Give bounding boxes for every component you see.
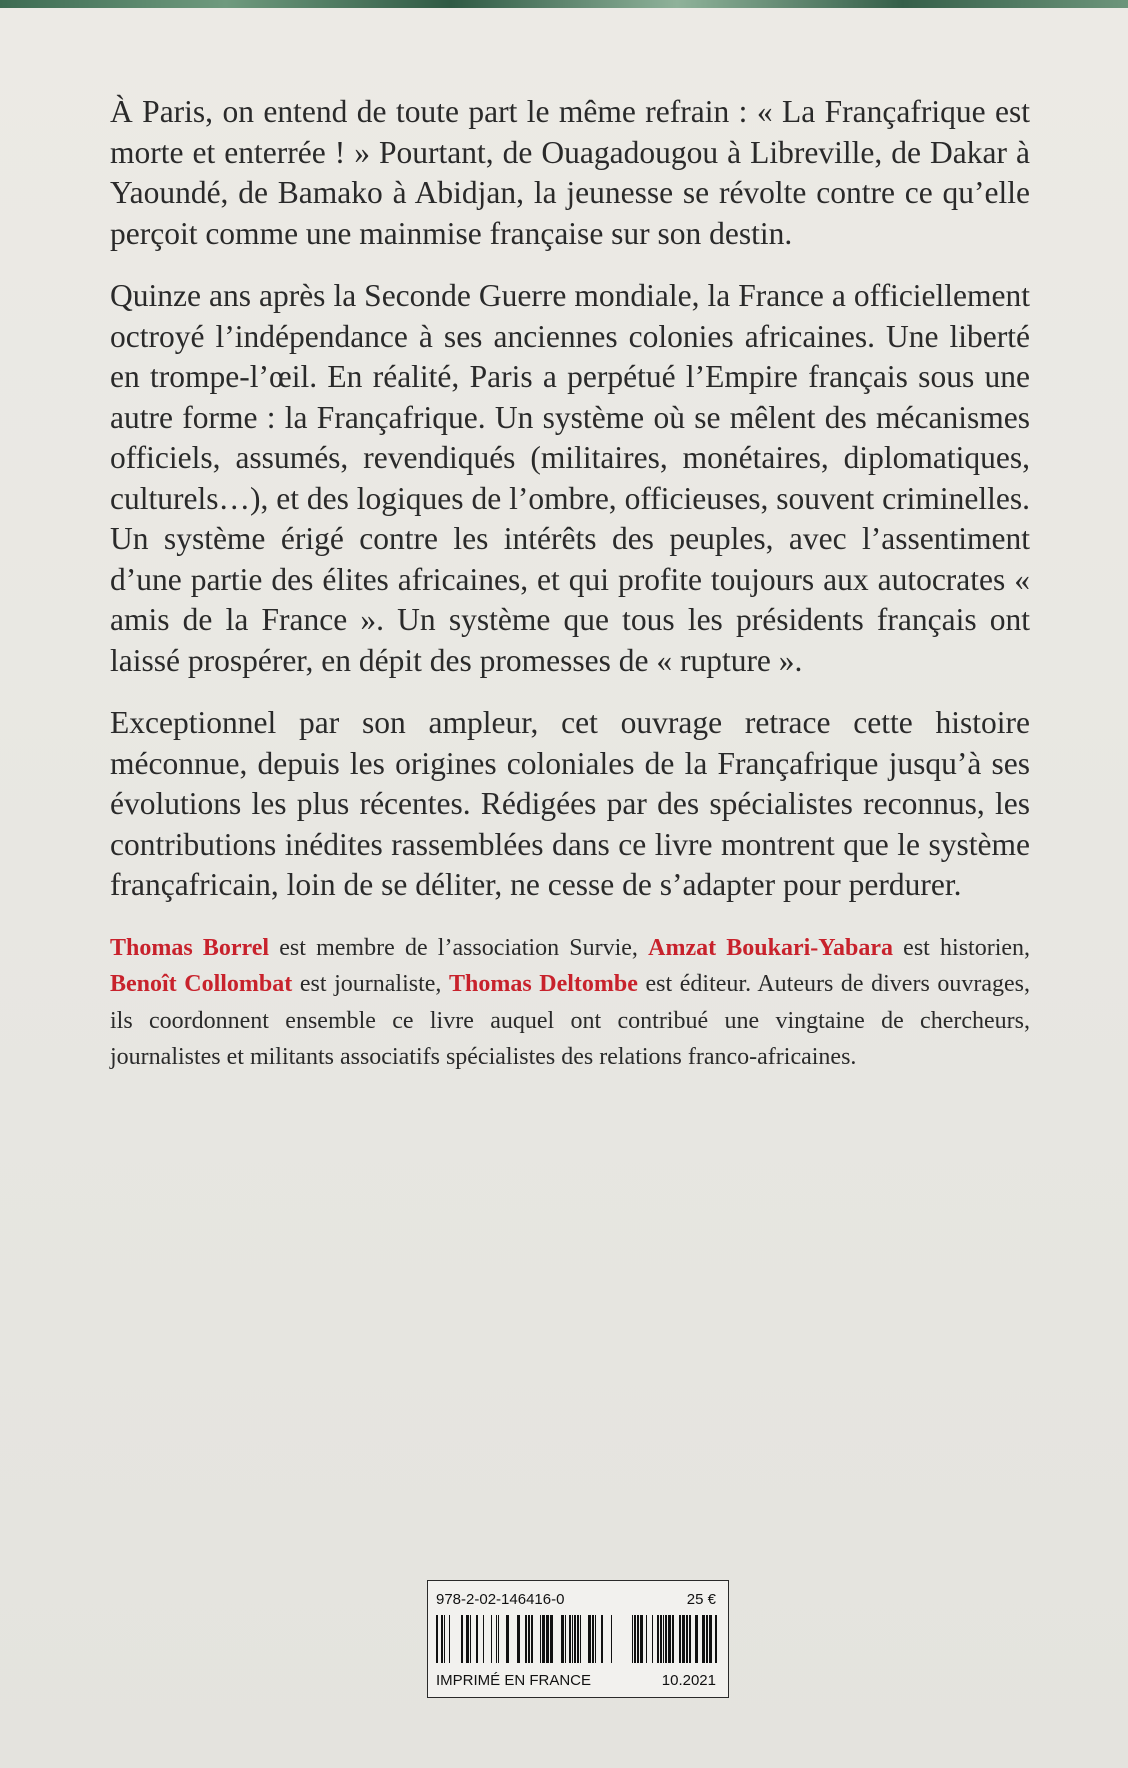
bio-text-2: est historien, — [892, 934, 1031, 961]
isbn-number: 978-2-02-146416-0 — [436, 1591, 565, 1608]
barcode-label — [427, 1580, 729, 1698]
price: 25 € — [686, 1591, 716, 1608]
cover-top-edge — [0, 0, 1128, 8]
blurb-paragraph-1: À Paris, on entend de toute part le même refrain : « La Françafrique est morte et enterrée ! » Pourtant, de Ouagadougou à Libreville, de Dakar à Yaoundé, de Bamako à Abidjan, la jeunesse se révolte contre ce qu’elle perçoit comme une mainmise française sur son destin. — [110, 94, 1030, 251]
barcode-icon — [436, 1615, 720, 1663]
bio-text-3: est journaliste, — [292, 971, 449, 997]
blurb-paragraph-3: Exceptionnel par son ampleur, cet ouvrage retrace cette histoire méconnue, depuis les origines coloniales de la Françafrique jusqu’à ses évolutions les plus récentes. Rédigées par des spécialistes reconnus, les contributions inédites rassemblées dans ce livre montrent que le système françafricain, loin de se déliter, ne cesse de s’adapter pour perdurer. — [110, 705, 1030, 902]
authors-bio — [110, 930, 1030, 1076]
bio-text-4: est éditeur. Auteurs de divers ouvrages, ils coordonnent ensemble ce livre auquel ont contribué une vingtaine de chercheurs, journalistes et militants associatifs spécialistes des relations franco-africaines. — [110, 971, 1031, 1070]
blurb-text — [110, 92, 1030, 1100]
printed-in-label: IMPRIMÉ EN FRANCE — [436, 1672, 592, 1689]
blurb-paragraph-2: Quinze ans après la Seconde Guerre mondiale, la France a officiellement octroyé l’indépendance à ses anciennes colonies africaines. Une liberté en trompe-l’œil. En réalité, Paris a perpétué l’Empire français sous une autre forme : la Françafrique. Un système où se mêlent des mécanismes officiels, assumés, revendiqués (militaires, monétaires, diplomatiques, culturels…), et des logiques de l’ombre, officieuses, souvent criminelles. Un système érigé contre les intérêts des peuples, avec l’assentiment d’une partie des élites africaines, et qui profite toujours aux autocrates « amis de la France ». Un système que tous les présidents français ont laissé prospérer, en dépit des promesses de « rupture ». — [110, 278, 1030, 678]
print-date: 10.2021 — [661, 1672, 716, 1689]
author-name-deltombe: Thomas Deltombe — [449, 971, 638, 997]
author-name-collombat: Benoît Collombat — [110, 971, 293, 997]
author-name-boukari-yabara: Amzat Boukari-Yabara — [648, 934, 893, 961]
bio-text-1: est membre de l’association Survie, — [269, 934, 649, 961]
author-name-borrel: Thomas Borrel — [110, 934, 270, 961]
